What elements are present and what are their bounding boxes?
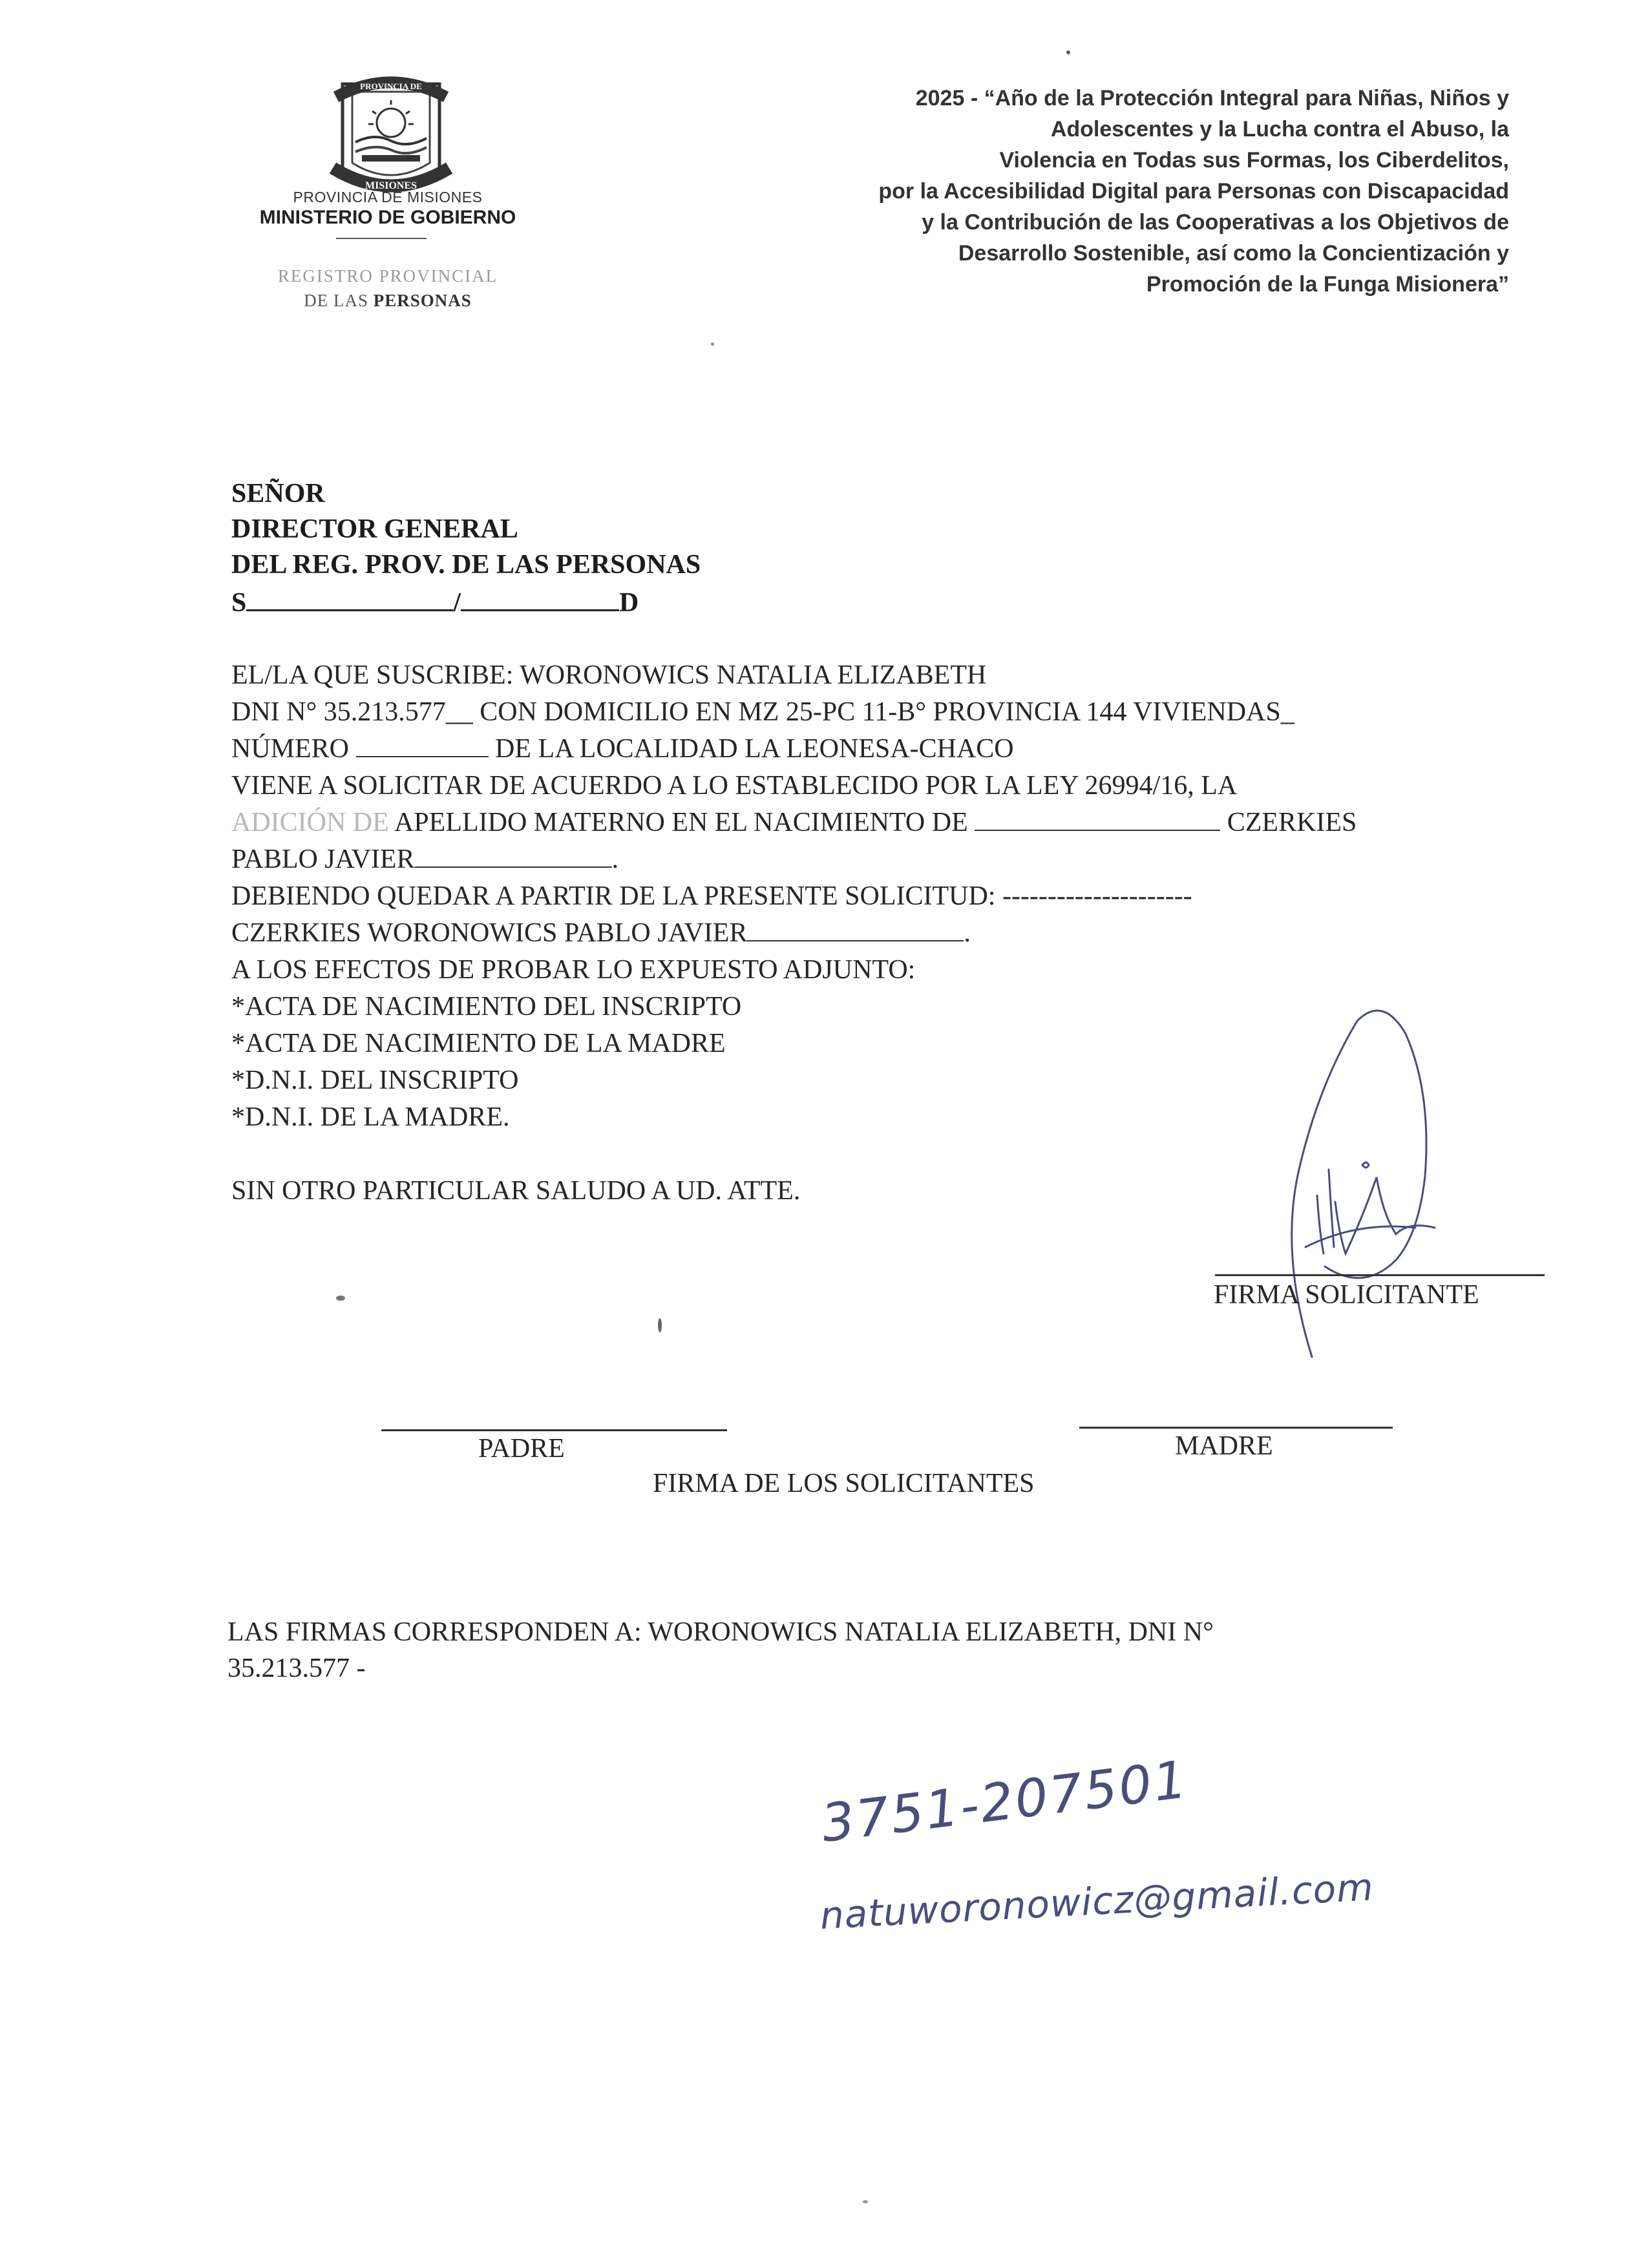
attachment-item: *ACTA DE NACIMIENTO DEL INSCRIPTO — [231, 992, 742, 1022]
svg-text:MISIONES: MISIONES — [364, 180, 417, 191]
applicant-signature-line — [1215, 1274, 1545, 1276]
scan-speck — [863, 2200, 868, 2203]
header-divider — [336, 238, 427, 239]
addressee-sd-line: S / D — [231, 585, 639, 618]
father-signature-label: PADRE — [478, 1434, 565, 1464]
body-line-locality: NÚMERO DE LA LOCALIDAD LA LEONESA-CHACO — [231, 734, 1014, 764]
father-signature-line — [381, 1429, 727, 1431]
body-line-subscriber: EL/LA QUE SUSCRIBE: WORONOWICS NATALIA ELIZABETH — [231, 660, 987, 690]
blank-line — [975, 806, 1220, 831]
attachment-item: *ACTA DE NACIMIENTO DE LA MADRE — [231, 1029, 726, 1058]
applicants-signatures-caption: FIRMA DE LOS SOLICITANTES — [653, 1469, 1035, 1498]
blank-line — [246, 585, 453, 611]
motto-line: Promoción de la Funga Misionera” — [1146, 272, 1509, 297]
motto-line: por la Accesibilidad Digital para Personas con Discapacidad — [878, 179, 1509, 204]
motto-line: y la Contribución de las Cooperativas a los Objetivos de — [922, 210, 1509, 235]
body-line-dni-address: DNI N° 35.213.577__ CON DOMICILIO EN MZ 25-PC 11-B° PROVINCIA 144 VIVIENDAS_ — [231, 697, 1294, 727]
attachment-item: *D.N.I. DEL INSCRIPTO — [231, 1066, 519, 1095]
year-motto — [685, 83, 1509, 300]
body-line-request: VIENE A SOLICITAR DE ACUERDO A LO ESTABLECIDO POR LA LEY 26994/16, LA — [231, 771, 1238, 801]
scan-speck — [711, 342, 714, 346]
blank-line — [461, 585, 619, 611]
addressee-title: DIRECTOR GENERAL — [231, 514, 518, 544]
applicant-signature-label: FIRMA SOLICITANTE — [1214, 1280, 1479, 1310]
body-line-addition: ADICIÓN DE APELLIDO MATERNO EN EL NACIMIENTO DE CZERKIES — [231, 808, 1357, 837]
motto-line: Violencia en Todas sus Formas, los Ciberdelitos, — [999, 148, 1509, 173]
closing-greeting: SIN OTRO PARTICULAR SALUDO A UD. ATTE. — [231, 1176, 801, 1206]
motto-line: Adolescentes y la Lucha contra el Abuso, la — [1050, 117, 1509, 142]
handwritten-email: natuworonowicz@gmail.com — [819, 1865, 1375, 1938]
blank-line — [415, 843, 612, 868]
ministry-name: MINISTERIO DE GOBIERNO — [259, 207, 516, 228]
scan-speck — [1066, 50, 1070, 54]
motto-line: 2025 - “Año de la Protección Integral para Niñas, Niños y — [915, 86, 1509, 110]
body-line-new-name: CZERKIES WORONOWICS PABLO JAVIER . — [231, 918, 971, 948]
registry-name-line2: DE LAS PERSONAS — [304, 291, 472, 310]
addressee-institution: DEL REG. PROV. DE LAS PERSONAS — [231, 550, 701, 580]
svg-text:PROVINCIA DE: PROVINCIA DE — [360, 81, 422, 91]
addressee-salutation: SEÑOR — [231, 479, 325, 509]
handwritten-phone: 3751-207501 — [818, 1748, 1192, 1854]
body-line-attachments-heading: A LOS EFECTOS DE PROBAR LO EXPUESTO ADJUNTO: — [231, 955, 916, 985]
signature-certification-line2: 35.213.577 - — [227, 1654, 366, 1683]
mother-signature-label: MADRE — [1175, 1431, 1273, 1461]
province-name: PROVINCIA DE MISIONES — [293, 189, 483, 205]
signature-certification-line1: LAS FIRMAS CORRESPONDEN A: WORONOWICS NATALIA ELIZABETH, DNI N° — [227, 1617, 1214, 1647]
scan-speck — [658, 1318, 662, 1332]
registry-name-line1: REGISTRO PROVINCIAL — [277, 266, 498, 286]
body-line-child-name: PABLO JAVIER . — [231, 845, 619, 874]
mother-signature-line — [1079, 1427, 1393, 1429]
scan-speck — [336, 1296, 345, 1301]
attachment-item: *D.N.I. DE LA MADRE. — [231, 1102, 510, 1132]
body-line-resulting: DEBIENDO QUEDAR A PARTIR DE LA PRESENTE SOLICITUD: --------------------- — [231, 881, 1192, 911]
handwritten-contact — [801, 1732, 1512, 1945]
motto-line: Desarrollo Sostenible, así como la Concientización y — [958, 241, 1509, 266]
blank-line — [747, 917, 964, 941]
provincial-coat-of-arms-icon — [317, 71, 465, 200]
blank-line — [356, 733, 489, 757]
